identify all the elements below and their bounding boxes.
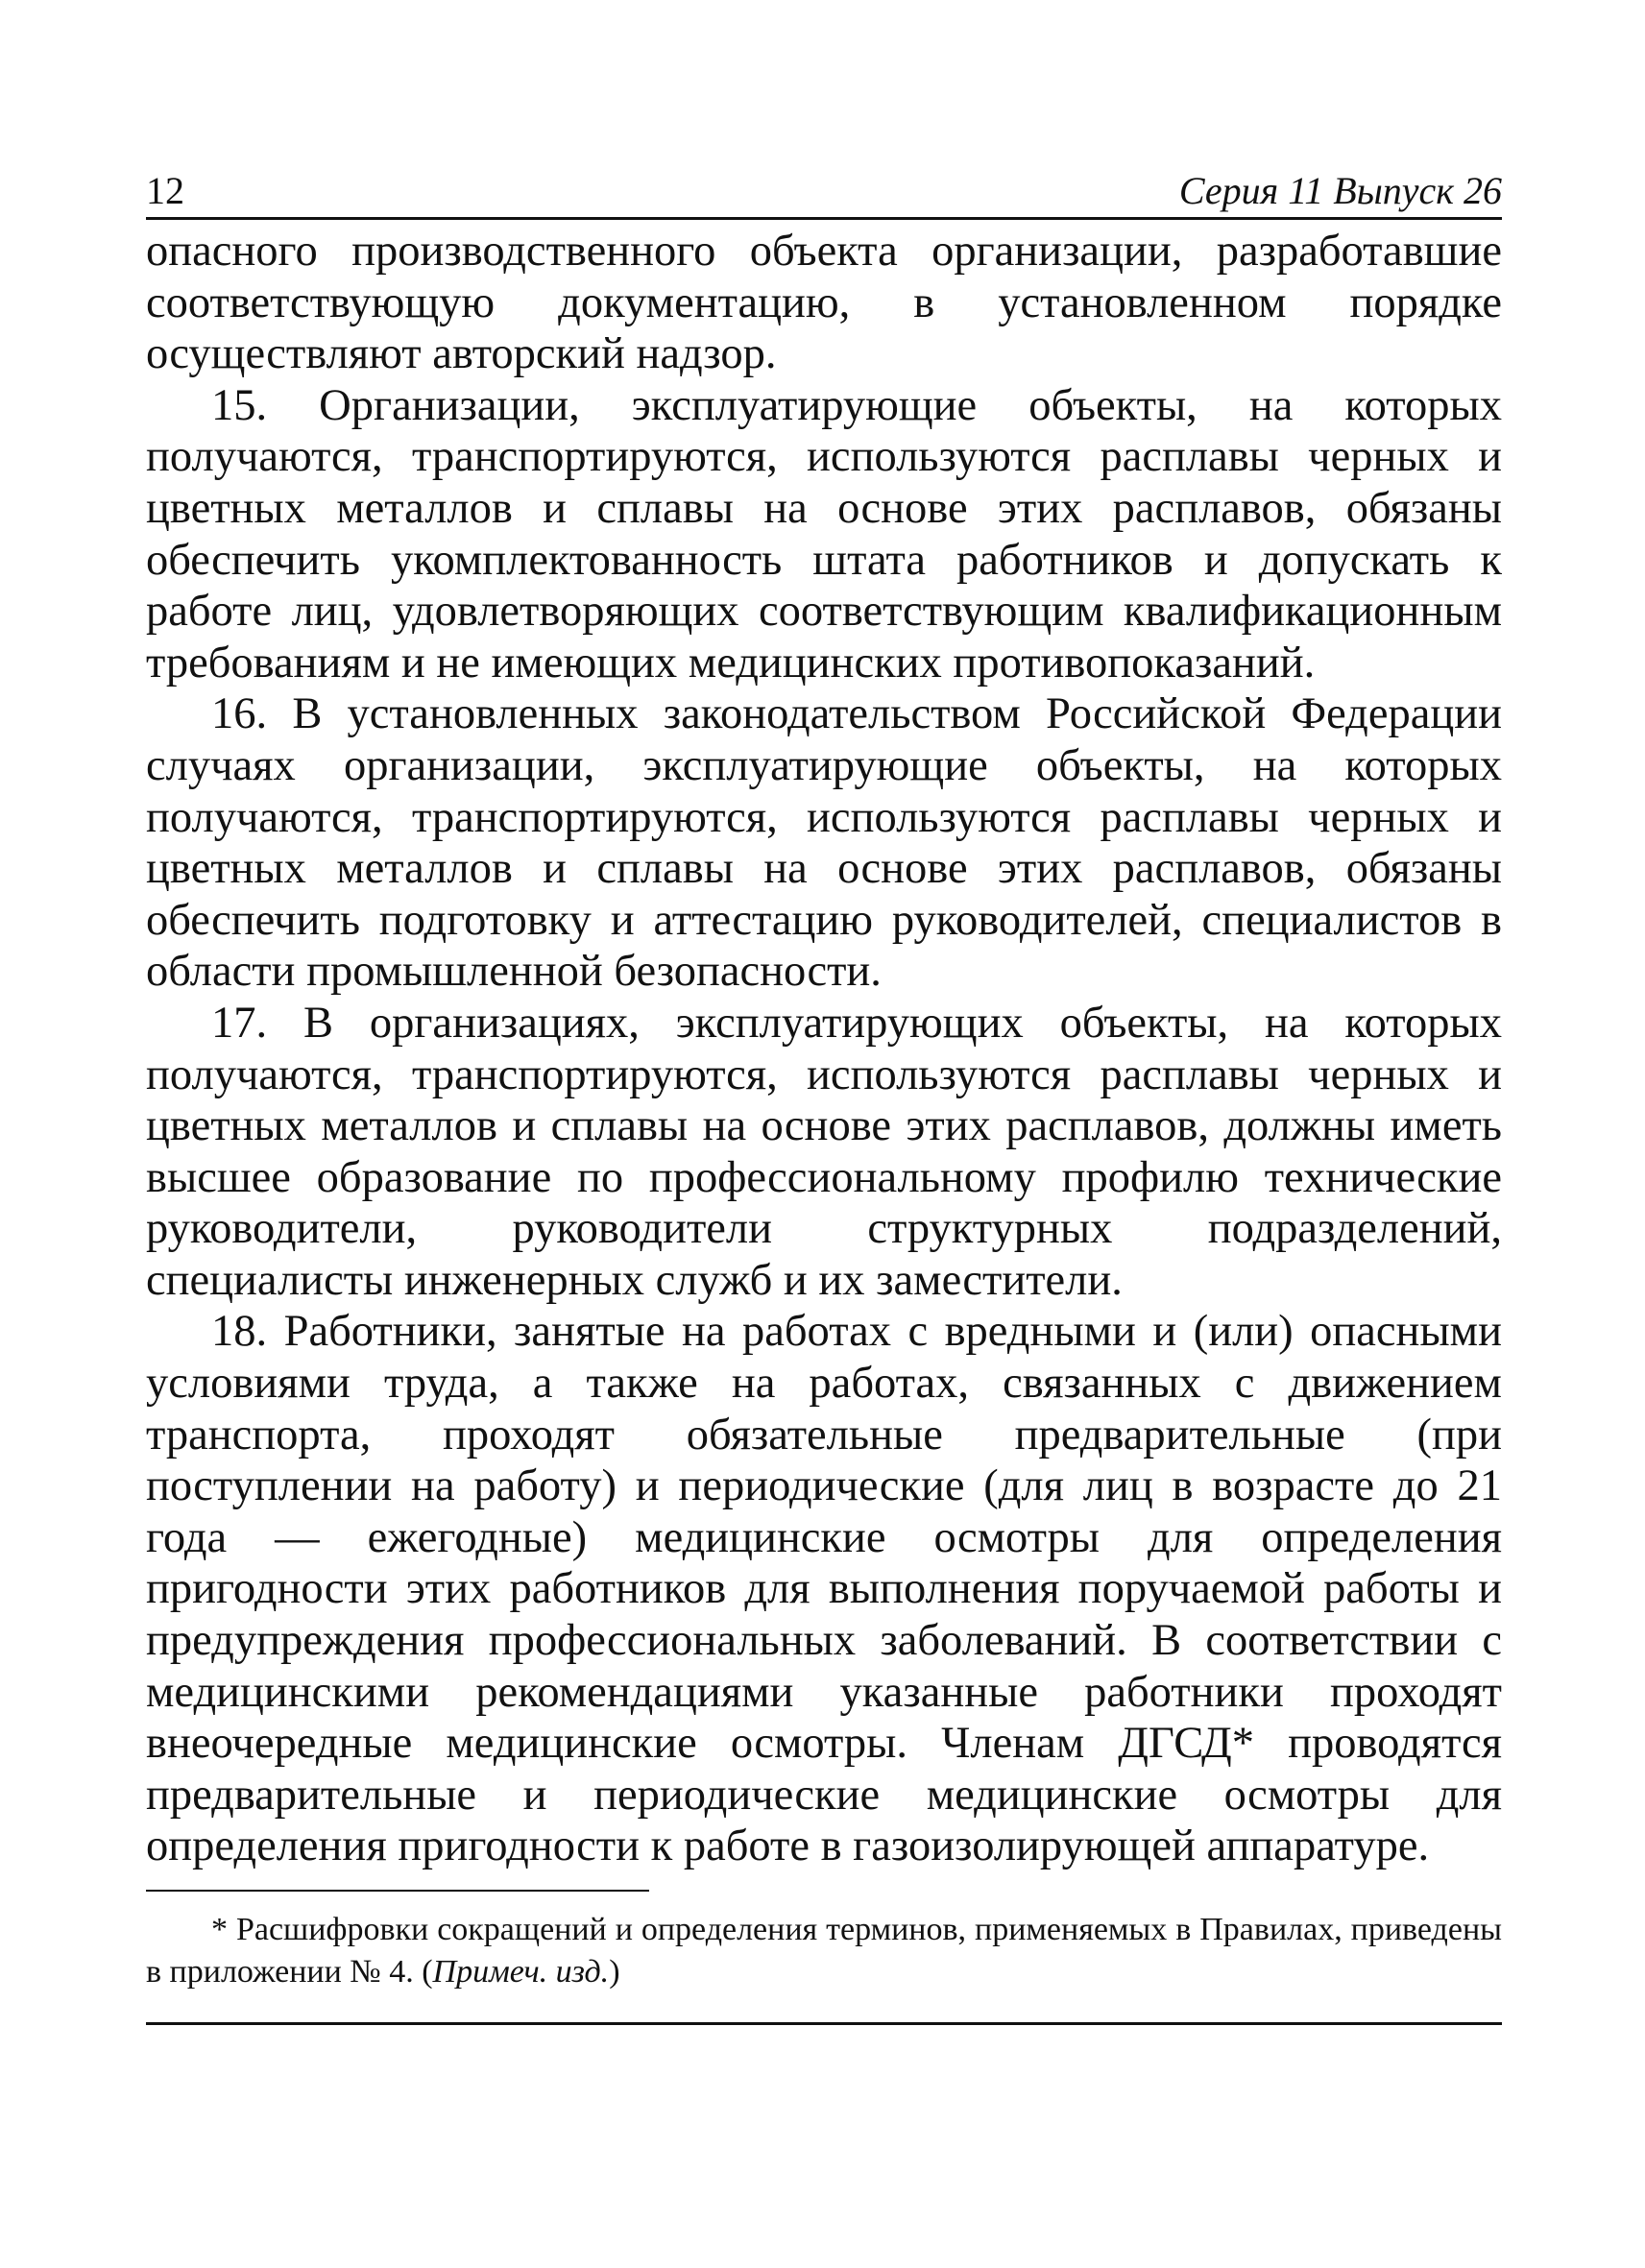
- footnote-editor-note: Примеч. изд.: [432, 1954, 610, 1990]
- paragraph-15: 15. Организации, эксплуатирующие объекты, на которых получаются, транспортируются, используются расплавы черных и цветных металлов и сплавы на основе этих расплавов, обязаны обеспечить укомплектованность штата работников и допускать к работе лиц, удовлетворяющих соответствующим квалификационным требованиям и не имеющих медицинских противопоказаний.: [146, 380, 1502, 688]
- footnote-separator: [146, 1890, 649, 1892]
- footnote-close: ): [609, 1954, 620, 1990]
- footnote: [146, 1909, 1502, 1993]
- footnote-text: * Расшифровки сокращений и определения терминов, применяемых в Правилах, приведены в приложении № 4. (: [146, 1912, 1502, 1990]
- running-header: [146, 163, 1502, 220]
- document-page: [146, 163, 1502, 2025]
- bottom-rule: [146, 2022, 1502, 2025]
- paragraph-16: 16. В установленных законодательством Российской Федерации случаях организации, эксплуатирующие объекты, на которых получаются, транспортируются, используются расплавы черных и цветных металлов и сплавы на основе этих расплавов, обязаны обеспечить подготовку и аттестацию руководителей, специалистов в области промышленной безопасности.: [146, 689, 1502, 997]
- page-number: 12: [146, 169, 184, 212]
- paragraph-continuation: опасного производственного объекта организации, разработавшие соответствующую документацию, в установленном порядке осуществляют авторский надзор.: [146, 227, 1502, 379]
- body-text: [146, 226, 1502, 1872]
- paragraph-18: 18. Работники, занятые на работах с вредными и (или) опасными условиями труда, а также на работах, связанных с движением транспорта, проходят обязательные предварительные (при поступлении на работу) и периодические (для лиц в возрасте до 21 года — ежегодные) медицинские осмотры для определения пригодности этих работников для выполнения поручаемой работы и предупреждения профессиональных заболеваний. В соответствии с медицинскими рекомендациями указанные работники проходят внеочередные медицинские осмотры. Членам ДГСД* проводятся предварительные и периодические медицинские осмотры для определения пригодности к работе в газоизолирующей аппаратуре.: [146, 1307, 1502, 1871]
- paragraph-17: 17. В организациях, эксплуатирующих объекты, на которых получаются, транспортируются, используются расплавы черных и цветных металлов и сплавы на основе этих расплавов, должны иметь высшее образование по профессиональному профилю технические руководители, руководители структурных подразделений, специалисты инженерных служб и их заместители.: [146, 998, 1502, 1305]
- series-label: Серия 11 Выпуск 26: [1178, 169, 1502, 212]
